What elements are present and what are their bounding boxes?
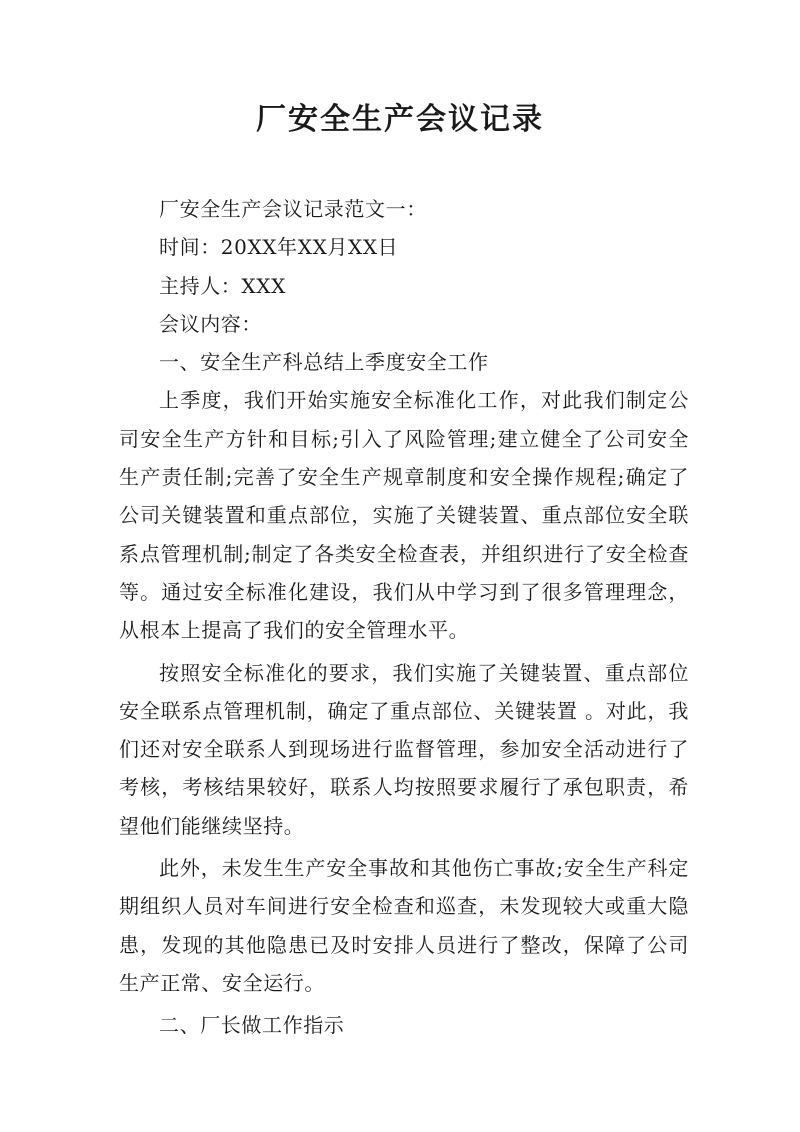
meeting-time: 时间：20XX年XX月XX日 [159,235,399,260]
paragraph-safety-standardization: 上季度，我们开始实施安全标准化工作，对此我们制定公司安全生产方针和目标;引入了风险管理;建立健全了公司安全生产责任制;完善了安全生产规章制度和安全操作规程;确定了公司关键装置和重点部位，实施了关键装置、重点部位安全联系点管理机制;制定了各类安全检查表，并组织进行了安全检查等。通过安全标准化建设，我们从中学习到了很多管理理念，从根本上提高了我们的安全管理水平。 [119,388,689,643]
document-body [119,190,689,1045]
sample-heading: 厂安全生产会议记录范文一： [159,197,427,221]
section-heading-2: 二、厂长做工作指示 [159,1013,345,1038]
section-heading-1: 一、安全生产科总结上季度安全工作 [159,350,489,375]
paragraph-no-accidents: 此外，未发生生产安全事故和其他伤亡事故;安全生产科定期组织人员对车间进行安全检查和巡查，未发现较大或重大隐患，发现的其他隐患已及时安排人员进行了整改，保障了公司生产正常、安全运行。 [119,856,689,995]
meeting-content-label: 会议内容： [159,311,262,336]
meeting-host: 主持人：XXX [159,273,286,298]
document-title: 厂安全生产会议记录 [256,102,544,137]
paragraph-key-units: 按照安全标准化的要求，我们实施了关键装置、重点部位安全联系点管理机制，确定了重点部位、关键装置 。对此，我们还对安全联系人到现场进行监督管理，参加安全活动进行了考核，考核结果较好，联系人均按照要求履行了承包职责，希望他们能继续坚持。 [119,660,689,838]
